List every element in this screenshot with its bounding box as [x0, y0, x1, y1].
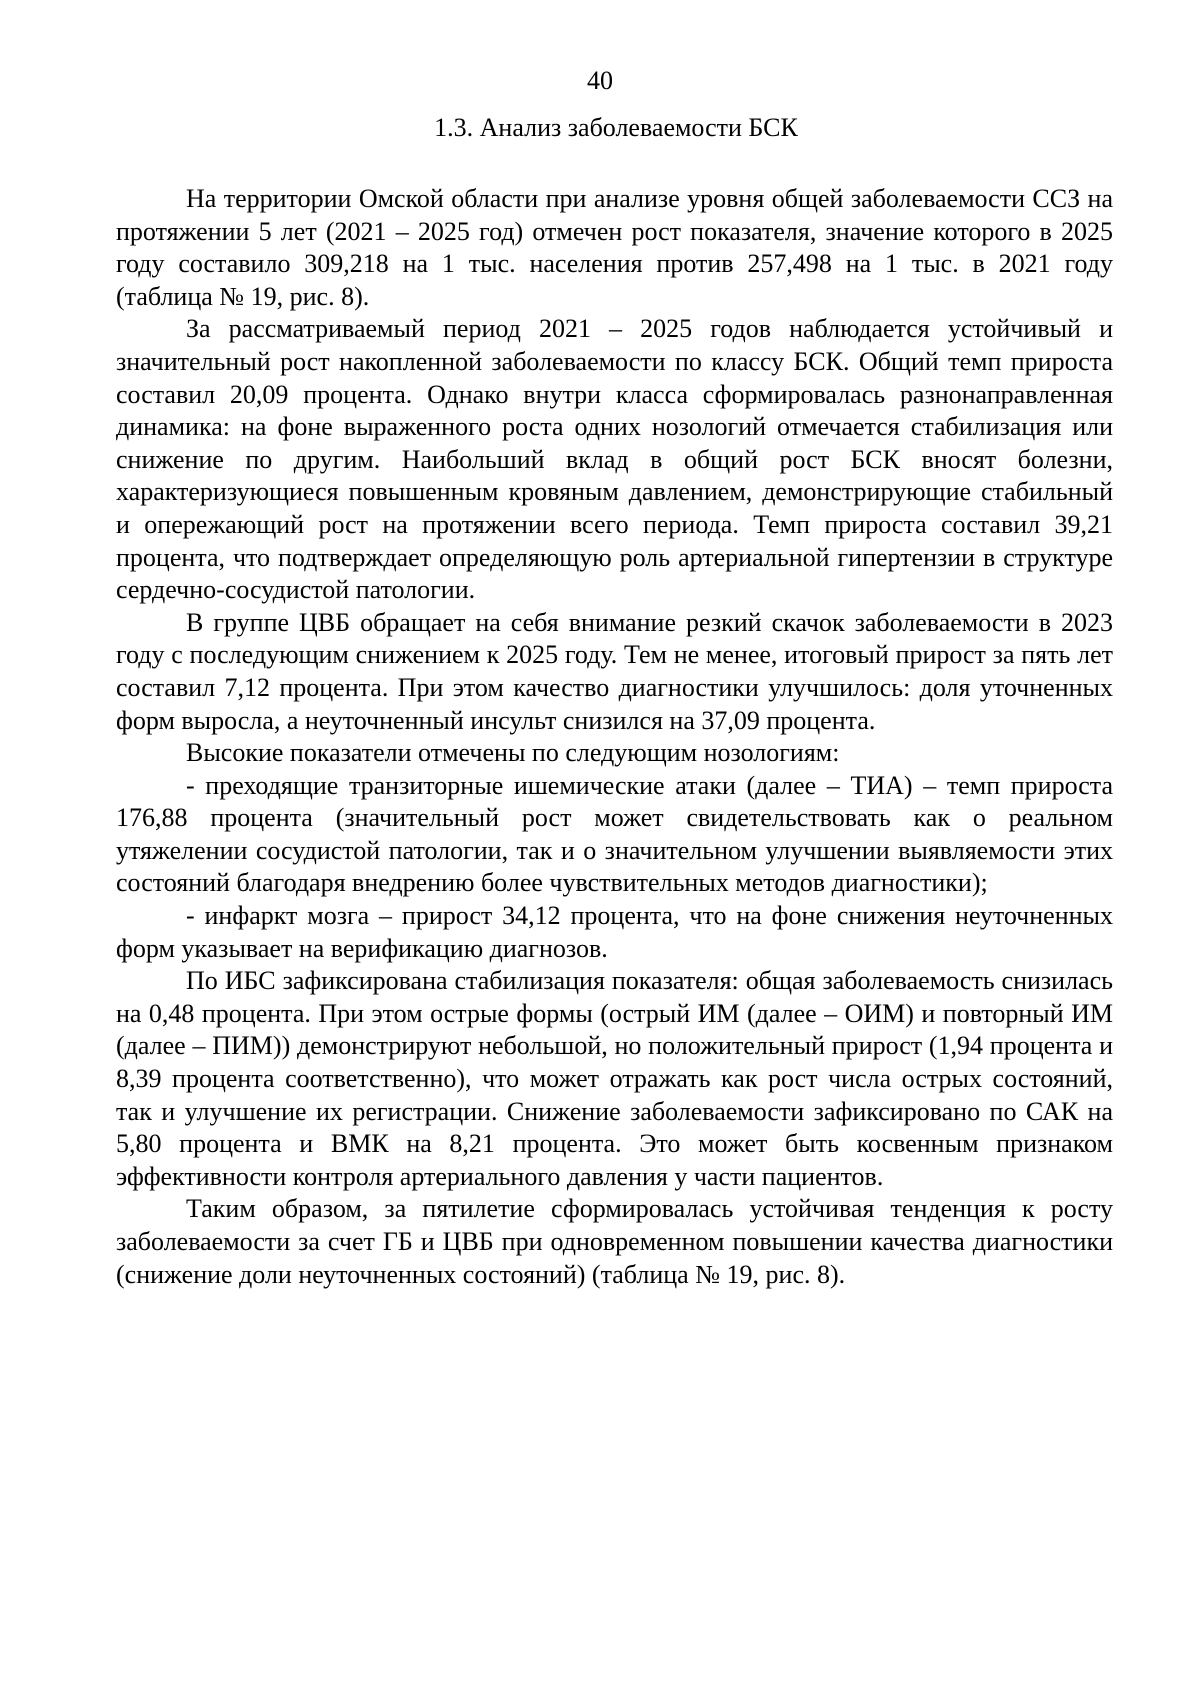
list-item-brain-infarction: - инфаркт мозга – прирост 34,12 процента, что на фоне снижения неуточненных форм указывает на верификацию диагнозов.	[116, 901, 1113, 963]
body-text	[116, 183, 1113, 1291]
paragraph-intro: На территории Омской области при анализе уровня общей заболеваемости ССЗ на протяжении 5 лет (2021 – 2025 год) отмечен рост показателя, значение которого в 2025 году составило 309,218 на 1 тыс. населения против 257,498 на 1 тыс. в 2021 году (таблица № 19, рис. 8).	[116, 184, 1113, 311]
paragraph-ibs: По ИБС зафиксирована стабилизация показателя: общая заболеваемость снизилась на 0,48 процента. При этом острые формы (острый ИМ (далее – ОИМ) и повторный ИМ (далее – ПИМ)) демонстрируют небольшой, но положительный прирост (1,94 процента и 8,39 процента соответственно), что может отражать как рост числа острых состояний, так и улучшение их регистрации. Снижение заболеваемости зафиксировано по САК на 5,80 процента и ВМК на 8,21 процента. Это может быть косвенным признаком эффективности контроля артериального давления у части пациентов.	[116, 966, 1113, 1191]
section-heading: 1.3. Анализ заболеваемости БСК	[434, 113, 798, 142]
paragraph-high-indicators: Высокие показатели отмечены по следующим нозологиям:	[186, 738, 840, 768]
paragraph-conclusion: Таким образом, за пятилетие сформировалась устойчивая тенденция к росту заболеваемости за счет ГБ и ЦВБ при одновременном повышении качества диагностики (снижение доли неуточненных состояний) (таблица № 19, рис. 8).	[116, 1194, 1113, 1289]
page-number: 40	[587, 66, 613, 95]
paragraph-bsk-growth: За рассматриваемый период 2021 – 2025 годов наблюдается устойчивый и значительный рост накопленной заболеваемости по классу БСК. Общий темп прироста составил 20,09 процента. Однако внутри класса сформировалась разнонаправленная динамика: на фоне выраженного роста одних нозологий отмечается стабилизация или снижение по другим. Наибольший вклад в общий рост БСК вносят болезни, характеризующиеся повышенным кровяным давлением, демонстрирующие стабильный и опережающий рост на протяжении всего периода. Темп прироста составил 39,21 процента, что подтверждает определяющую роль артериальной гипертензии в структуре сердечно-сосудистой патологии.	[116, 314, 1113, 605]
list-item-tia: - преходящие транзиторные ишемические атаки (далее – ТИА) – темп прироста 176,88 процента (значительный рост может свидетельствовать как о реальном утяжелении сосудистой патологии, так и о значительном улучшении выявляемости этих состояний благодаря внедрению более чувствительных методов диагностики);	[116, 770, 1113, 898]
paragraph-cvb: В группе ЦВБ обращает на себя внимание резкий скачок заболеваемости в 2023 году с последующим снижением к 2025 году. Тем не менее, итоговый прирост за пять лет составил 7,12 процента. При этом качество диагностики улучшилось: доля уточненных форм выросла, а неуточненный инсульт снизился на 37,09 процента.	[116, 607, 1113, 735]
